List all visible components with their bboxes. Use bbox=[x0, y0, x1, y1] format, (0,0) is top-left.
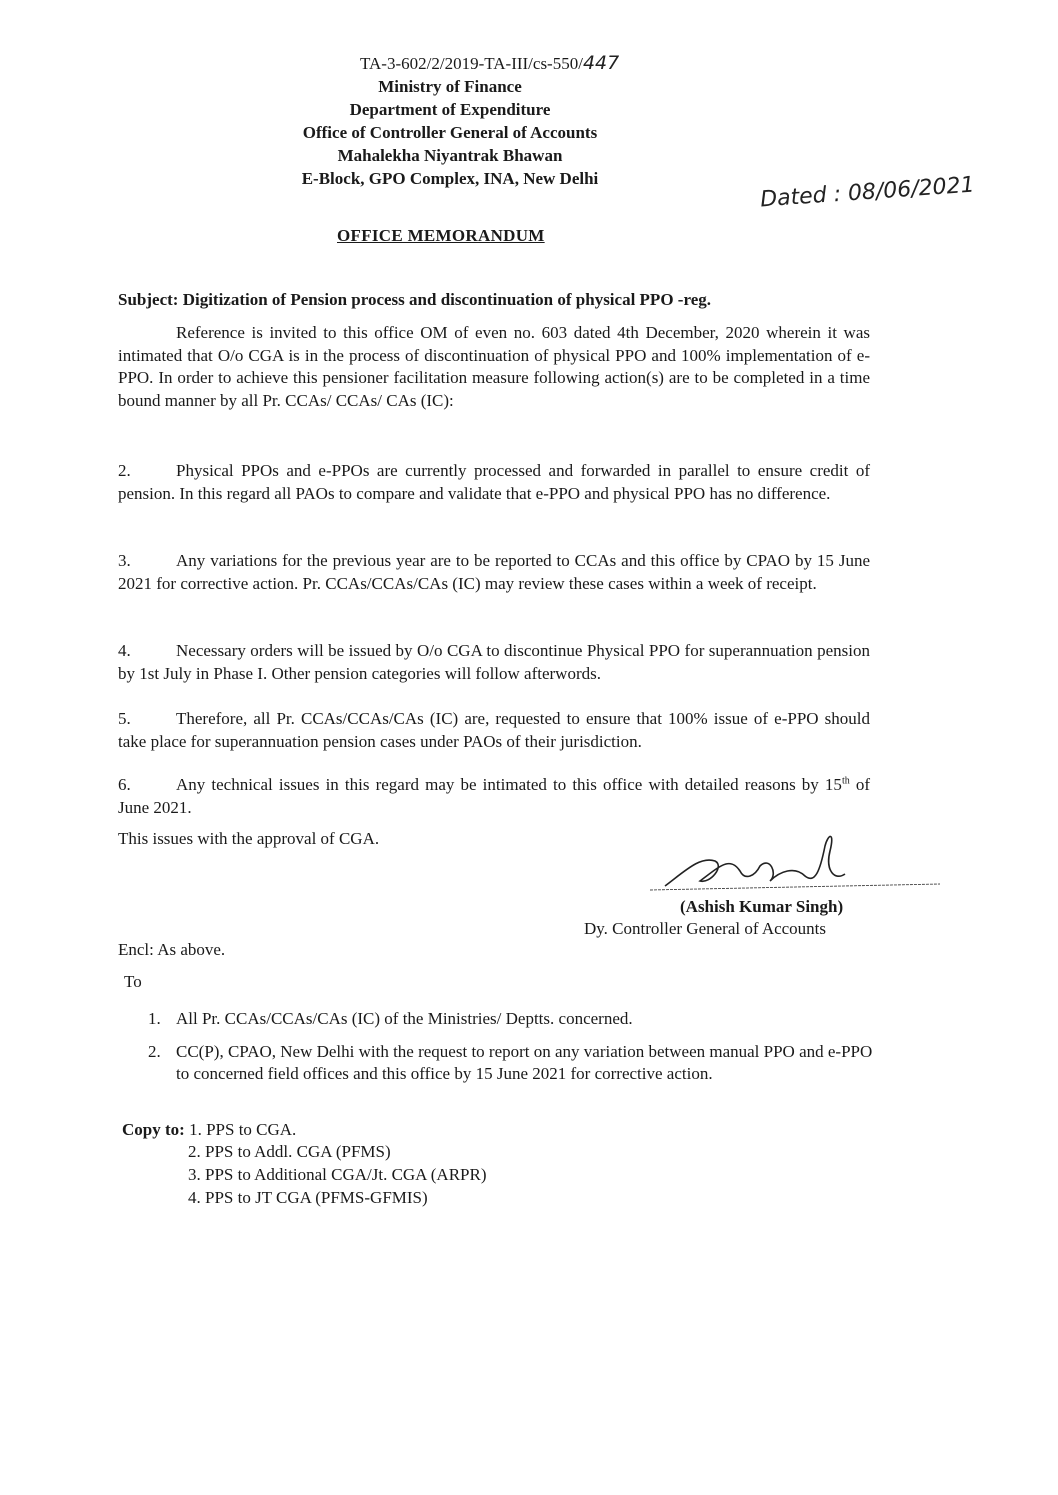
paragraph-1: Reference is invited to this office OM of even no. 603 dated 4th December, 2020 wherein it was intimated that O/o CGA is in the process of discontinuation of physical PPO and 100% implementation of e-PPO. In order to achieve this pensioner facilitation measure following action(s) are to be completed in a time bound manner by all Pr. CCAs/ CCAs/ CAs (IC): bbox=[118, 323, 870, 410]
file-reference bbox=[360, 52, 619, 74]
enclosure-note: Encl: As above. bbox=[118, 940, 226, 959]
header-department: Department of Expenditure bbox=[349, 100, 551, 119]
list-number: 2. bbox=[148, 1042, 161, 1061]
header-address: E-Block, GPO Complex, INA, New Delhi bbox=[301, 169, 599, 188]
header-ministry: Ministry of Finance bbox=[378, 77, 522, 96]
paragraph-4 bbox=[118, 640, 870, 685]
dated-handwritten: Dated : 08/06/2021 bbox=[759, 172, 976, 213]
paragraph-text: Any technical issues in this regard may be intimated to this office with detailed reasons by 15 bbox=[176, 775, 842, 794]
paragraph-5 bbox=[118, 708, 870, 753]
copy-item-1: 1. PPS to CGA. bbox=[189, 1120, 297, 1139]
signature-image bbox=[630, 826, 950, 896]
to-list-item-2 bbox=[148, 1041, 876, 1085]
copy-to-label: Copy to bbox=[122, 1120, 180, 1139]
list-number: 1. bbox=[148, 1009, 161, 1028]
paragraph-text: Physical PPOs and e-PPOs are currently processed and forwarded in parallel to ensure credit of pension. In this regard all PAOs to compare and validate that e-PPO and physical PPO has no difference. bbox=[118, 461, 870, 503]
signatory-designation: Dy. Controller General of Accounts bbox=[584, 919, 827, 938]
copy-to-block: Copy to: 1. PPS to CGA. bbox=[122, 1120, 297, 1139]
paragraph-number: 3. bbox=[118, 551, 131, 570]
paragraph-text: Necessary orders will be issued by O/o CGA to discontinue Physical PPO for superannuation pension by 1st July in Phase I. Other pension categories will follow afterwords. bbox=[118, 641, 870, 683]
paragraph-2 bbox=[118, 460, 870, 505]
copy-item-4: 4. PPS to JT CGA (PFMS-GFMIS) bbox=[188, 1188, 428, 1207]
paragraph-number: 5. bbox=[118, 709, 131, 728]
header-building: Mahalekha Niyantrak Bhawan bbox=[337, 146, 563, 165]
paragraph-text: Therefore, all Pr. CCAs/CCAs/CAs (IC) are, requested to ensure that 100% issue of e-PPO should take place for superannuation pension cases under PAOs of their jurisdiction. bbox=[118, 709, 870, 751]
copy-item-2: 2. PPS to Addl. CGA (PFMS) bbox=[188, 1142, 391, 1161]
file-reference-handwritten: 447 bbox=[582, 52, 620, 74]
file-reference-text: TA-3-602/2/2019-TA-III/cs-550/ bbox=[360, 54, 583, 73]
memo-title: OFFICE MEMORANDUM bbox=[337, 226, 545, 245]
signatory-name: (Ashish Kumar Singh) bbox=[680, 897, 844, 916]
list-text: All Pr. CCAs/CCAs/CAs (IC) of the Ministries/ Deptts. concerned. bbox=[176, 1009, 633, 1028]
header-office: Office of Controller General of Accounts bbox=[302, 123, 598, 142]
to-label: To bbox=[124, 972, 142, 991]
paragraph-text-end: of June 2021. bbox=[118, 775, 870, 817]
approval-note: This issues with the approval of CGA. bbox=[118, 829, 380, 848]
list-text: CC(P), CPAO, New Delhi with the request to report on any variation between manual PPO and e-PPO to concerned field offices and this office by 15 June 2021 for corrective action. bbox=[176, 1042, 873, 1083]
paragraph-number: 2. bbox=[118, 461, 131, 480]
copy-item-3: 3. PPS to Additional CGA/Jt. CGA (ARPR) bbox=[188, 1165, 487, 1184]
to-list-item-1 bbox=[148, 1008, 878, 1030]
paragraph-6 bbox=[118, 774, 870, 819]
paragraph-3 bbox=[118, 550, 870, 595]
paragraph-text: Any variations for the previous year are to be reported to CCAs and this office by CPAO by 15 June 2021 for corrective action. Pr. CCAs/CCAs/CAs (IC) may review these cases within a week of receipt. bbox=[118, 551, 870, 593]
subject-line: Subject: Digitization of Pension process and discontinuation of physical PPO -reg. bbox=[118, 290, 711, 309]
superscript: th bbox=[841, 775, 850, 787]
paragraph-number: 6. bbox=[118, 775, 131, 794]
paragraph-number: 4. bbox=[118, 641, 131, 660]
